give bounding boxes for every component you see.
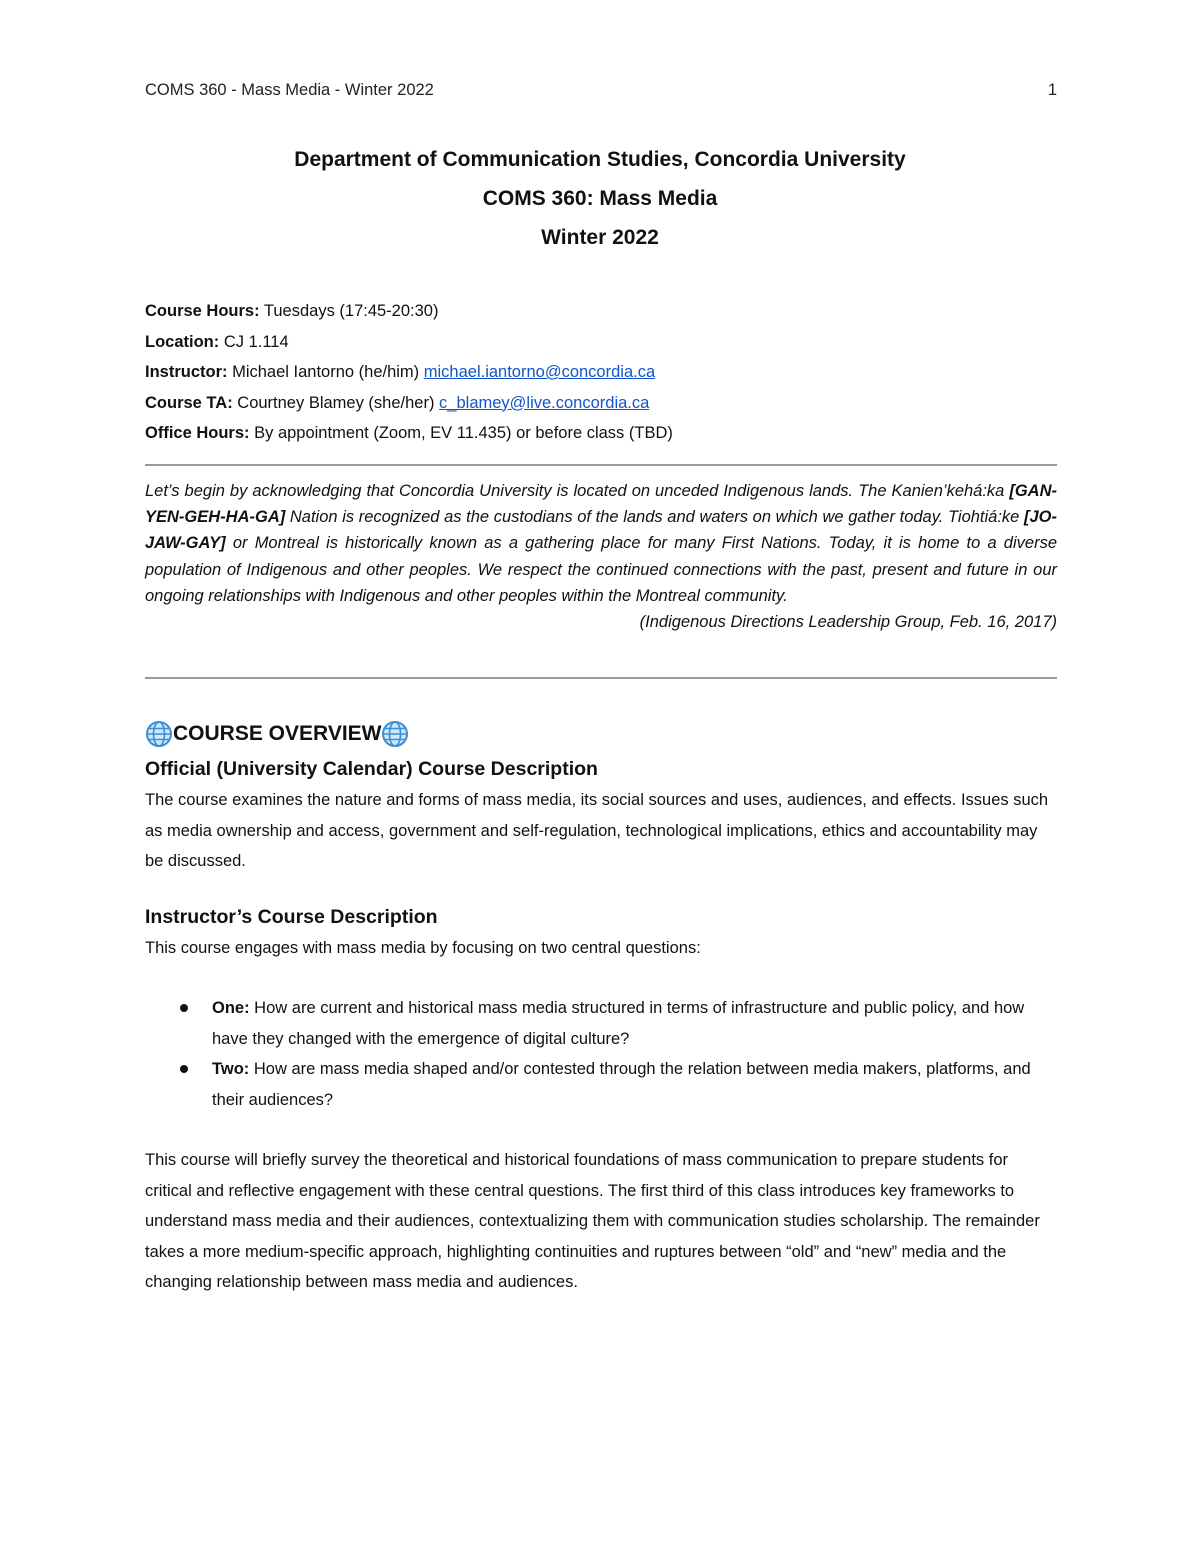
course-title: COMS 360: Mass Media <box>482 187 718 210</box>
central-questions-list <box>145 993 1057 1115</box>
land-acknowledgement <box>145 478 1057 635</box>
question-text: How are mass media shaped and/or contested through the relation between media makers, platforms, and their audiences? <box>212 1060 1031 1109</box>
question-label: One: <box>212 999 250 1017</box>
course-overview-section <box>145 717 1057 1298</box>
title-block <box>0 146 1200 263</box>
department-title: Department of Communication Studies, Concordia University <box>294 148 906 171</box>
top-divider <box>145 464 1057 466</box>
bottom-divider <box>145 677 1057 679</box>
official-description-text: The course examines the nature and forms of mass media, its social sources and uses, audiences, and effects. Issues such as media ownership and access, government and self-regulation, technological implications, ethics and accountability may be discussed. <box>145 791 1049 870</box>
land-ack-part-1: Let’s begin by acknowledging that Concordia University is located on unceded Indigenous lands. The Kanien’kehá:ka <box>145 482 1010 500</box>
list-item <box>145 1054 1057 1115</box>
instructor-description-intro: This course engages with mass media by focusing on two central questions: <box>145 938 701 957</box>
spacer <box>145 963 1057 993</box>
question-text: How are current and historical mass media structured in terms of infrastructure and public policy, and how have they changed with the emergence of digital culture? <box>212 999 1025 1048</box>
office-hours-row <box>145 420 1057 451</box>
office-hours-label: Office Hours: <box>145 424 250 442</box>
ta-value: Courtney Blamey (she/her) <box>232 393 440 412</box>
land-ack-part-3: or Montreal is historically known as a gathering place for many First Nations. Today, it is home to a diverse population of Indigenous and other peoples. We respect the continued connections with the past, present and future in our ongoing relationships with Indigenous and other peoples within the Montreal community. <box>145 534 1057 605</box>
instructor-label: Instructor: <box>145 363 228 381</box>
ta-email-link[interactable]: c_blamey@live.concordia.ca <box>439 393 650 412</box>
term-title: Winter 2022 <box>541 226 659 249</box>
land-ack-pronunciation-2: [JO-JAW-GAY] <box>145 508 1057 553</box>
office-hours-value: By appointment (Zoom, EV 11.435) or before class (TBD) <box>249 424 673 442</box>
location-label: Location: <box>145 332 220 351</box>
spacer <box>145 1115 1057 1145</box>
bullet-icon <box>180 1004 188 1012</box>
course-overview-heading-text: COURSE OVERVIEW <box>173 722 382 745</box>
globe-icon <box>145 720 173 748</box>
spacer <box>145 877 1057 901</box>
instructor-description-heading: Instructor’s Course Description <box>145 905 438 928</box>
bullet-icon <box>180 1065 188 1073</box>
land-ack-citation: (Indigenous Directions Leadership Group, Feb. 16, 2017) <box>639 613 1057 632</box>
ta-label: Course TA: <box>145 393 233 412</box>
page-number: 1 <box>1047 81 1057 99</box>
land-ack-part-2: Nation is recognized as the custodians of the lands and waters on which we gather today. Tiohtiá:ke <box>285 508 1024 527</box>
list-item <box>145 993 1057 1054</box>
instructor-value: Michael Iantorno (he/him) <box>227 363 424 381</box>
course-summary-text: This course will briefly survey the theoretical and historical foundations of mass communication to prepare students for critical and reflective engagement with these central questions. The first third of this class introduces key frameworks to understand mass media and their audiences, contextualizing them with communication studies scholarship. The remainder takes a more medium-specific approach, highlighting continuities and ruptures between “old” and “new” media and the changing relationship between mass media and audiences. <box>145 1151 1040 1291</box>
ta-row <box>145 390 1057 421</box>
instructor-email-link[interactable]: michael.iantorno@concordia.ca <box>423 363 656 381</box>
location-row <box>145 329 1057 360</box>
land-ack-pronunciation-1: [GAN-YEN-GEH-HA-GA] <box>145 482 1057 527</box>
running-title: COMS 360 - Mass Media - Winter 2022 <box>145 81 434 99</box>
location-value: CJ 1.114 <box>219 332 289 351</box>
course-hours-label: Course Hours: <box>145 302 260 320</box>
course-info <box>145 298 1057 451</box>
land-acknowledgement-text <box>145 478 1057 609</box>
globe-icon <box>381 720 409 748</box>
question-label: Two: <box>212 1060 250 1078</box>
course-overview-heading <box>145 717 1057 751</box>
official-description-heading: Official (University Calendar) Course Description <box>145 758 598 780</box>
running-header <box>145 81 1057 100</box>
instructor-row <box>145 359 1057 390</box>
course-hours-row <box>145 298 1057 329</box>
course-hours-value: Tuesdays (17:45-20:30) <box>259 302 439 320</box>
